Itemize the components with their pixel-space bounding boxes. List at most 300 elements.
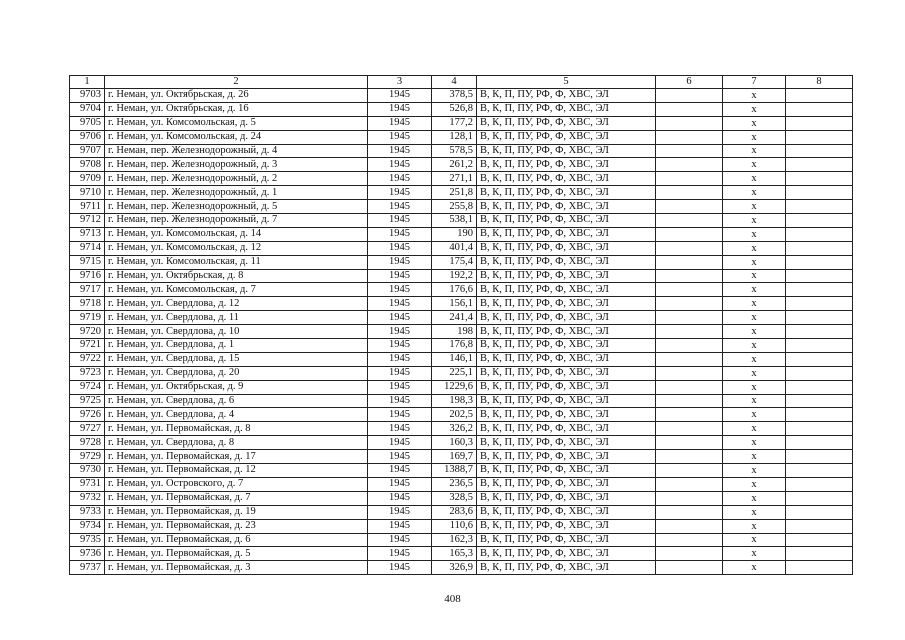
column-6-cell [656, 227, 723, 241]
area-cell: 538,1 [432, 214, 477, 228]
systems-cell: В, К, П, ПУ, РФ, Ф, ХВС, ЭЛ [477, 255, 656, 269]
column-8-cell [786, 283, 853, 297]
year-cell: 1945 [368, 436, 432, 450]
column-header-2: 2 [105, 76, 368, 89]
systems-cell: В, К, П, ПУ, РФ, Ф, ХВС, ЭЛ [477, 380, 656, 394]
table-row [70, 283, 853, 297]
year-cell: 1945 [368, 89, 432, 103]
systems-cell: В, К, П, ПУ, РФ, Ф, ХВС, ЭЛ [477, 366, 656, 380]
address-cell: г. Неман, ул. Свердлова, д. 8 [105, 436, 368, 450]
address-cell: г. Неман, ул. Комсомольская, д. 7 [105, 283, 368, 297]
area-cell: 283,6 [432, 505, 477, 519]
column-7-mark: х [723, 519, 786, 533]
column-8-cell [786, 547, 853, 561]
table-row [70, 130, 853, 144]
table-row [70, 255, 853, 269]
column-6-cell [656, 519, 723, 533]
column-7-mark: х [723, 505, 786, 519]
address-cell: г. Неман, ул. Свердлова, д. 20 [105, 366, 368, 380]
area-cell: 326,9 [432, 561, 477, 575]
row-number: 9727 [70, 422, 105, 436]
column-7-mark: х [723, 352, 786, 366]
column-6-cell [656, 422, 723, 436]
area-cell: 225,1 [432, 366, 477, 380]
column-8-cell [786, 186, 853, 200]
area-cell: 1388,7 [432, 464, 477, 478]
table-row [70, 116, 853, 130]
row-number: 9704 [70, 102, 105, 116]
column-8-cell [786, 450, 853, 464]
address-cell: г. Неман, ул. Свердлова, д. 4 [105, 408, 368, 422]
column-8-cell [786, 255, 853, 269]
systems-cell: В, К, П, ПУ, РФ, Ф, ХВС, ЭЛ [477, 102, 656, 116]
row-number: 9724 [70, 380, 105, 394]
row-number: 9722 [70, 352, 105, 366]
address-cell: г. Неман, ул. Свердлова, д. 1 [105, 339, 368, 353]
area-cell: 236,5 [432, 477, 477, 491]
column-8-cell [786, 200, 853, 214]
housing-register-table [69, 75, 853, 575]
systems-cell: В, К, П, ПУ, РФ, Ф, ХВС, ЭЛ [477, 297, 656, 311]
address-cell: г. Неман, ул. Комсомольская, д. 14 [105, 227, 368, 241]
row-number: 9721 [70, 339, 105, 353]
year-cell: 1945 [368, 102, 432, 116]
table-row [70, 241, 853, 255]
area-cell: 526,8 [432, 102, 477, 116]
year-cell: 1945 [368, 311, 432, 325]
year-cell: 1945 [368, 352, 432, 366]
row-number: 9718 [70, 297, 105, 311]
column-6-cell [656, 339, 723, 353]
year-cell: 1945 [368, 255, 432, 269]
column-6-cell [656, 533, 723, 547]
table-row [70, 491, 853, 505]
page-number: 408 [444, 593, 461, 605]
column-7-mark: х [723, 380, 786, 394]
table-row [70, 89, 853, 103]
address-cell: г. Неман, ул. Первомайская, д. 19 [105, 505, 368, 519]
year-cell: 1945 [368, 408, 432, 422]
area-cell: 241,4 [432, 311, 477, 325]
systems-cell: В, К, П, ПУ, РФ, Ф, ХВС, ЭЛ [477, 352, 656, 366]
column-8-cell [786, 366, 853, 380]
row-number: 9713 [70, 227, 105, 241]
column-8-cell [786, 89, 853, 103]
column-6-cell [656, 172, 723, 186]
column-8-cell [786, 214, 853, 228]
column-7-mark: х [723, 464, 786, 478]
header-row [70, 76, 853, 89]
column-7-mark: х [723, 241, 786, 255]
column-8-cell [786, 422, 853, 436]
column-6-cell [656, 464, 723, 478]
systems-cell: В, К, П, ПУ, РФ, Ф, ХВС, ЭЛ [477, 241, 656, 255]
year-cell: 1945 [368, 214, 432, 228]
column-header-8: 8 [786, 76, 853, 89]
table-row [70, 352, 853, 366]
column-6-cell [656, 186, 723, 200]
column-7-mark: х [723, 89, 786, 103]
address-cell: г. Неман, ул. Октябрьская, д. 26 [105, 89, 368, 103]
column-header-7: 7 [723, 76, 786, 89]
table-body [70, 76, 853, 575]
column-8-cell [786, 519, 853, 533]
column-7-mark: х [723, 214, 786, 228]
year-cell: 1945 [368, 394, 432, 408]
address-cell: г. Неман, ул. Комсомольская, д. 12 [105, 241, 368, 255]
area-cell: 198,3 [432, 394, 477, 408]
address-cell: г. Неман, ул. Октябрьская, д. 8 [105, 269, 368, 283]
column-header-6: 6 [656, 76, 723, 89]
area-cell: 251,8 [432, 186, 477, 200]
column-8-cell [786, 297, 853, 311]
systems-cell: В, К, П, ПУ, РФ, Ф, ХВС, ЭЛ [477, 505, 656, 519]
column-7-mark: х [723, 186, 786, 200]
column-8-cell [786, 436, 853, 450]
year-cell: 1945 [368, 297, 432, 311]
column-7-mark: х [723, 172, 786, 186]
systems-cell: В, К, П, ПУ, РФ, Ф, ХВС, ЭЛ [477, 89, 656, 103]
year-cell: 1945 [368, 339, 432, 353]
systems-cell: В, К, П, ПУ, РФ, Ф, ХВС, ЭЛ [477, 450, 656, 464]
year-cell: 1945 [368, 477, 432, 491]
column-8-cell [786, 394, 853, 408]
year-cell: 1945 [368, 227, 432, 241]
table-row [70, 436, 853, 450]
address-cell: г. Неман, ул. Комсомольская, д. 24 [105, 130, 368, 144]
systems-cell: В, К, П, ПУ, РФ, Ф, ХВС, ЭЛ [477, 214, 656, 228]
row-number: 9720 [70, 325, 105, 339]
year-cell: 1945 [368, 422, 432, 436]
systems-cell: В, К, П, ПУ, РФ, Ф, ХВС, ЭЛ [477, 227, 656, 241]
column-7-mark: х [723, 102, 786, 116]
column-8-cell [786, 311, 853, 325]
area-cell: 156,1 [432, 297, 477, 311]
column-7-mark: х [723, 422, 786, 436]
column-6-cell [656, 450, 723, 464]
address-cell: г. Неман, пер. Железнодорожный, д. 7 [105, 214, 368, 228]
year-cell: 1945 [368, 158, 432, 172]
systems-cell: В, К, П, ПУ, РФ, Ф, ХВС, ЭЛ [477, 422, 656, 436]
row-number: 9705 [70, 116, 105, 130]
year-cell: 1945 [368, 561, 432, 575]
column-7-mark: х [723, 200, 786, 214]
table-row [70, 408, 853, 422]
systems-cell: В, К, П, ПУ, РФ, Ф, ХВС, ЭЛ [477, 269, 656, 283]
area-cell: 175,4 [432, 255, 477, 269]
address-cell: г. Неман, ул. Свердлова, д. 12 [105, 297, 368, 311]
systems-cell: В, К, П, ПУ, РФ, Ф, ХВС, ЭЛ [477, 186, 656, 200]
row-number: 9703 [70, 89, 105, 103]
systems-cell: В, К, П, ПУ, РФ, Ф, ХВС, ЭЛ [477, 394, 656, 408]
row-number: 9732 [70, 491, 105, 505]
row-number: 9736 [70, 547, 105, 561]
year-cell: 1945 [368, 241, 432, 255]
area-cell: 378,5 [432, 89, 477, 103]
column-8-cell [786, 102, 853, 116]
column-7-mark: х [723, 116, 786, 130]
column-7-mark: х [723, 255, 786, 269]
column-6-cell [656, 283, 723, 297]
table-row [70, 102, 853, 116]
systems-cell: В, К, П, ПУ, РФ, Ф, ХВС, ЭЛ [477, 283, 656, 297]
column-7-mark: х [723, 561, 786, 575]
row-number: 9735 [70, 533, 105, 547]
column-header-4: 4 [432, 76, 477, 89]
column-6-cell [656, 144, 723, 158]
column-7-mark: х [723, 269, 786, 283]
column-6-cell [656, 255, 723, 269]
systems-cell: В, К, П, ПУ, РФ, Ф, ХВС, ЭЛ [477, 339, 656, 353]
address-cell: г. Неман, ул. Первомайская, д. 8 [105, 422, 368, 436]
column-8-cell [786, 505, 853, 519]
column-6-cell [656, 366, 723, 380]
table-row [70, 325, 853, 339]
systems-cell: В, К, П, ПУ, РФ, Ф, ХВС, ЭЛ [477, 200, 656, 214]
year-cell: 1945 [368, 366, 432, 380]
column-7-mark: х [723, 533, 786, 547]
column-header-1: 1 [70, 76, 105, 89]
row-number: 9719 [70, 311, 105, 325]
row-number: 9734 [70, 519, 105, 533]
column-6-cell [656, 89, 723, 103]
table-row [70, 394, 853, 408]
address-cell: г. Неман, ул. Октябрьская, д. 9 [105, 380, 368, 394]
column-8-cell [786, 477, 853, 491]
address-cell: г. Неман, пер. Железнодорожный, д. 1 [105, 186, 368, 200]
column-8-cell [786, 408, 853, 422]
column-7-mark: х [723, 547, 786, 561]
column-7-mark: х [723, 311, 786, 325]
column-6-cell [656, 158, 723, 172]
systems-cell: В, К, П, ПУ, РФ, Ф, ХВС, ЭЛ [477, 116, 656, 130]
column-6-cell [656, 394, 723, 408]
table-row [70, 269, 853, 283]
year-cell: 1945 [368, 491, 432, 505]
address-cell: г. Неман, ул. Комсомольская, д. 11 [105, 255, 368, 269]
row-number: 9728 [70, 436, 105, 450]
year-cell: 1945 [368, 505, 432, 519]
column-6-cell [656, 380, 723, 394]
column-7-mark: х [723, 394, 786, 408]
address-cell: г. Неман, пер. Железнодорожный, д. 5 [105, 200, 368, 214]
column-8-cell [786, 533, 853, 547]
area-cell: 169,7 [432, 450, 477, 464]
column-6-cell [656, 505, 723, 519]
area-cell: 328,5 [432, 491, 477, 505]
area-cell: 202,5 [432, 408, 477, 422]
column-8-cell [786, 172, 853, 186]
row-number: 9710 [70, 186, 105, 200]
systems-cell: В, К, П, ПУ, РФ, Ф, ХВС, ЭЛ [477, 464, 656, 478]
row-number: 9706 [70, 130, 105, 144]
systems-cell: В, К, П, ПУ, РФ, Ф, ХВС, ЭЛ [477, 519, 656, 533]
address-cell: г. Неман, ул. Первомайская, д. 5 [105, 547, 368, 561]
column-6-cell [656, 200, 723, 214]
column-6-cell [656, 352, 723, 366]
column-7-mark: х [723, 283, 786, 297]
area-cell: 165,3 [432, 547, 477, 561]
table-row [70, 227, 853, 241]
area-cell: 255,8 [432, 200, 477, 214]
row-number: 9708 [70, 158, 105, 172]
column-7-mark: х [723, 491, 786, 505]
row-number: 9712 [70, 214, 105, 228]
area-cell: 110,6 [432, 519, 477, 533]
column-7-mark: х [723, 339, 786, 353]
area-cell: 177,2 [432, 116, 477, 130]
year-cell: 1945 [368, 533, 432, 547]
column-7-mark: х [723, 436, 786, 450]
row-number: 9716 [70, 269, 105, 283]
year-cell: 1945 [368, 519, 432, 533]
row-number: 9723 [70, 366, 105, 380]
table-row [70, 214, 853, 228]
column-7-mark: х [723, 325, 786, 339]
table-row [70, 339, 853, 353]
area-cell: 146,1 [432, 352, 477, 366]
address-cell: г. Неман, ул. Свердлова, д. 10 [105, 325, 368, 339]
systems-cell: В, К, П, ПУ, РФ, Ф, ХВС, ЭЛ [477, 311, 656, 325]
year-cell: 1945 [368, 325, 432, 339]
column-6-cell [656, 311, 723, 325]
systems-cell: В, К, П, ПУ, РФ, Ф, ХВС, ЭЛ [477, 130, 656, 144]
column-6-cell [656, 436, 723, 450]
table-row [70, 311, 853, 325]
area-cell: 160,3 [432, 436, 477, 450]
row-number: 9707 [70, 144, 105, 158]
column-6-cell [656, 297, 723, 311]
address-cell: г. Неман, ул. Первомайская, д. 23 [105, 519, 368, 533]
year-cell: 1945 [368, 186, 432, 200]
address-cell: г. Неман, пер. Железнодорожный, д. 2 [105, 172, 368, 186]
column-7-mark: х [723, 477, 786, 491]
column-8-cell [786, 464, 853, 478]
column-8-cell [786, 269, 853, 283]
systems-cell: В, К, П, ПУ, РФ, Ф, ХВС, ЭЛ [477, 561, 656, 575]
row-number: 9714 [70, 241, 105, 255]
year-cell: 1945 [368, 380, 432, 394]
table-row [70, 297, 853, 311]
column-8-cell [786, 339, 853, 353]
row-number: 9729 [70, 450, 105, 464]
column-8-cell [786, 144, 853, 158]
year-cell: 1945 [368, 283, 432, 297]
column-8-cell [786, 241, 853, 255]
column-7-mark: х [723, 450, 786, 464]
column-7-mark: х [723, 130, 786, 144]
address-cell: г. Неман, ул. Первомайская, д. 12 [105, 464, 368, 478]
table-row [70, 505, 853, 519]
column-header-5: 5 [477, 76, 656, 89]
area-cell: 176,6 [432, 283, 477, 297]
address-cell: г. Неман, ул. Октябрьская, д. 16 [105, 102, 368, 116]
area-cell: 261,2 [432, 158, 477, 172]
column-7-mark: х [723, 408, 786, 422]
area-cell: 162,3 [432, 533, 477, 547]
column-6-cell [656, 102, 723, 116]
column-header-3: 3 [368, 76, 432, 89]
systems-cell: В, К, П, ПУ, РФ, Ф, ХВС, ЭЛ [477, 491, 656, 505]
table-row [70, 380, 853, 394]
column-7-mark: х [723, 158, 786, 172]
column-6-cell [656, 491, 723, 505]
row-number: 9733 [70, 505, 105, 519]
column-8-cell [786, 352, 853, 366]
column-7-mark: х [723, 366, 786, 380]
table-row [70, 366, 853, 380]
row-number: 9709 [70, 172, 105, 186]
area-cell: 128,1 [432, 130, 477, 144]
address-cell: г. Неман, ул. Первомайская, д. 17 [105, 450, 368, 464]
column-8-cell [786, 491, 853, 505]
address-cell: г. Неман, ул. Островского, д. 7 [105, 477, 368, 491]
row-number: 9717 [70, 283, 105, 297]
column-6-cell [656, 477, 723, 491]
table-row [70, 477, 853, 491]
column-6-cell [656, 325, 723, 339]
address-cell: г. Неман, ул. Свердлова, д. 11 [105, 311, 368, 325]
row-number: 9737 [70, 561, 105, 575]
year-cell: 1945 [368, 200, 432, 214]
table-row [70, 172, 853, 186]
systems-cell: В, К, П, ПУ, РФ, Ф, ХВС, ЭЛ [477, 408, 656, 422]
area-cell: 326,2 [432, 422, 477, 436]
column-6-cell [656, 269, 723, 283]
column-6-cell [656, 116, 723, 130]
address-cell: г. Неман, ул. Комсомольская, д. 5 [105, 116, 368, 130]
address-cell: г. Неман, ул. Первомайская, д. 7 [105, 491, 368, 505]
table-row [70, 533, 853, 547]
column-6-cell [656, 130, 723, 144]
address-cell: г. Неман, ул. Свердлова, д. 6 [105, 394, 368, 408]
area-cell: 198 [432, 325, 477, 339]
column-6-cell [656, 408, 723, 422]
table-row [70, 561, 853, 575]
column-8-cell [786, 380, 853, 394]
column-8-cell [786, 158, 853, 172]
year-cell: 1945 [368, 464, 432, 478]
area-cell: 192,2 [432, 269, 477, 283]
row-number: 9715 [70, 255, 105, 269]
systems-cell: В, К, П, ПУ, РФ, Ф, ХВС, ЭЛ [477, 158, 656, 172]
table-row [70, 519, 853, 533]
area-cell: 176,8 [432, 339, 477, 353]
systems-cell: В, К, П, ПУ, РФ, Ф, ХВС, ЭЛ [477, 172, 656, 186]
row-number: 9731 [70, 477, 105, 491]
column-6-cell [656, 547, 723, 561]
column-6-cell [656, 561, 723, 575]
systems-cell: В, К, П, ПУ, РФ, Ф, ХВС, ЭЛ [477, 547, 656, 561]
column-6-cell [656, 214, 723, 228]
systems-cell: В, К, П, ПУ, РФ, Ф, ХВС, ЭЛ [477, 144, 656, 158]
year-cell: 1945 [368, 116, 432, 130]
column-6-cell [656, 241, 723, 255]
table-row [70, 547, 853, 561]
column-8-cell [786, 325, 853, 339]
area-cell: 1229,6 [432, 380, 477, 394]
address-cell: г. Неман, ул. Свердлова, д. 15 [105, 352, 368, 366]
column-7-mark: х [723, 227, 786, 241]
table-row [70, 158, 853, 172]
area-cell: 401,4 [432, 241, 477, 255]
table-row [70, 422, 853, 436]
row-number: 9711 [70, 200, 105, 214]
area-cell: 271,1 [432, 172, 477, 186]
column-8-cell [786, 227, 853, 241]
year-cell: 1945 [368, 130, 432, 144]
systems-cell: В, К, П, ПУ, РФ, Ф, ХВС, ЭЛ [477, 436, 656, 450]
